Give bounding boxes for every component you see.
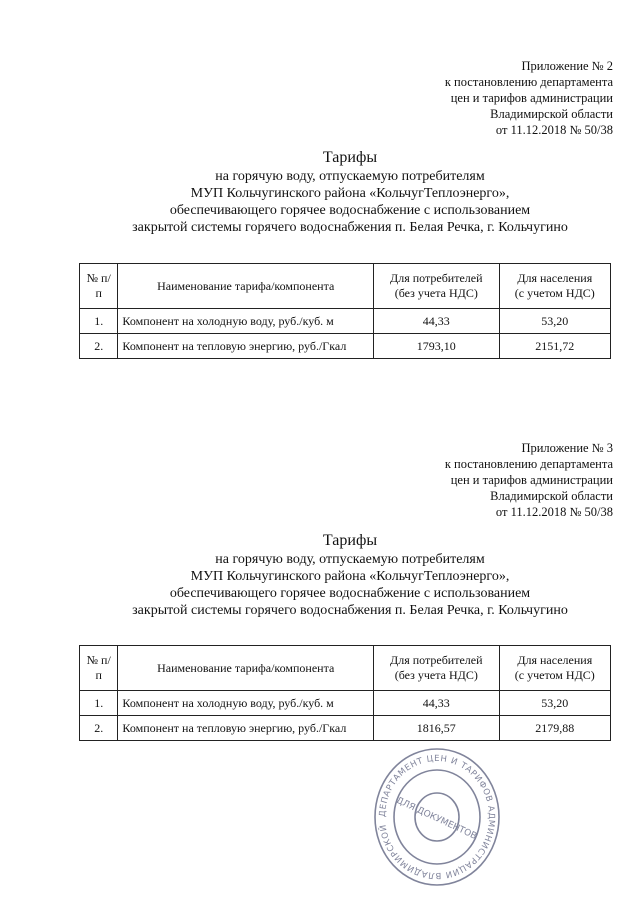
title-2-main: Тарифы — [322, 149, 378, 166]
row-population-value: 2151,72 — [499, 334, 610, 359]
row-num: 1. — [80, 691, 118, 716]
appendix-2-line: Приложение № 2 — [521, 59, 613, 73]
row-name: Компонент на холодную воду, руб./куб. м — [118, 691, 374, 716]
header-consumers — [374, 264, 500, 309]
official-stamp — [372, 745, 502, 890]
appendix-3-line: цен и тарифов администрации — [450, 473, 613, 487]
title-2-line: МУП Кольчугинского района «КольчугТеплоэнерго», — [190, 186, 510, 201]
row-consumers-value: 44,33 — [374, 309, 500, 334]
row-name: Компонент на холодную воду, руб./куб. м — [118, 309, 374, 334]
table-row — [80, 716, 611, 741]
title-2-line: обеспечивающего горячее водоснабжение с использованием — [169, 203, 531, 218]
header-population-line2: (с учетом НДС) — [514, 286, 595, 300]
appendix-2-line: Владимирской области — [490, 107, 613, 121]
table-row — [80, 309, 611, 334]
header-name: Наименование тарифа/компонента — [118, 264, 374, 309]
row-name: Компонент на тепловую энергию, руб./Гкал — [118, 334, 374, 359]
appendix-3-line: Владимирской области — [490, 489, 613, 503]
title-3-line: на горячую воду, отпускаемую потребителям — [215, 552, 485, 567]
row-num: 1. — [80, 309, 118, 334]
table-row — [80, 334, 611, 359]
header-consumers-line1: Для потребителей — [390, 653, 483, 667]
row-population-value: 53,20 — [499, 691, 610, 716]
tariff-table-3 — [79, 645, 611, 741]
table-row — [80, 691, 611, 716]
header-consumers-line1: Для потребителей — [390, 271, 483, 285]
appendix-2-line: к постановлению департамента — [444, 75, 613, 89]
row-population-value: 53,20 — [499, 309, 610, 334]
header-name: Наименование тарифа/компонента — [118, 646, 374, 691]
row-consumers-value: 1816,57 — [374, 716, 500, 741]
stamp-inner-text: ДЛЯ ДОКУМЕНТОВ — [394, 795, 479, 842]
tariff-table-2 — [79, 263, 611, 359]
table-header-row — [80, 646, 611, 691]
row-name: Компонент на тепловую энергию, руб./Гкал — [118, 716, 374, 741]
header-population — [499, 264, 610, 309]
row-num: 2. — [80, 716, 118, 741]
title-3-line: обеспечивающего горячее водоснабжение с использованием — [169, 586, 531, 601]
title-3-line: закрытой системы горячего водоснабжения п. Белая Речка, г. Кольчугино — [132, 603, 568, 618]
tariff-title-3 — [60, 531, 640, 619]
appendix-3-header — [445, 440, 613, 520]
title-3-main: Тарифы — [322, 532, 378, 549]
header-consumers — [374, 646, 500, 691]
appendix-3-line: Приложение № 3 — [521, 441, 613, 455]
row-population-value: 2179,88 — [499, 716, 610, 741]
appendix-2-header — [445, 58, 613, 138]
tariff-title-2 — [60, 148, 640, 236]
header-num: № п/п — [80, 264, 118, 309]
row-consumers-value: 44,33 — [374, 691, 500, 716]
title-2-line: закрытой системы горячего водоснабжения п. Белая Речка, г. Кольчугино — [132, 220, 568, 235]
header-consumers-line2: (без учета НДС) — [394, 668, 478, 682]
header-population-line1: Для населения — [517, 653, 593, 667]
header-population-line1: Для населения — [517, 271, 593, 285]
stamp-outer-text: ДЕПАРТАМЕНТ ЦЕН И ТАРИФОВ АДМИНИСТРАЦИИ ВЛАДИМИРСКОЙ — [377, 753, 497, 881]
header-consumers-line2: (без учета НДС) — [394, 286, 478, 300]
appendix-2-line: от 11.12.2018 № 50/38 — [495, 123, 613, 137]
appendix-3-line: от 11.12.2018 № 50/38 — [495, 505, 613, 519]
table-header-row — [80, 264, 611, 309]
row-num: 2. — [80, 334, 118, 359]
header-num: № п/п — [80, 646, 118, 691]
header-population — [499, 646, 610, 691]
header-population-line2: (с учетом НДС) — [514, 668, 595, 682]
stamp-seal-icon — [372, 745, 502, 890]
appendix-2-line: цен и тарифов администрации — [450, 91, 613, 105]
row-consumers-value: 1793,10 — [374, 334, 500, 359]
appendix-3-line: к постановлению департамента — [444, 457, 613, 471]
title-2-line: на горячую воду, отпускаемую потребителям — [215, 169, 485, 184]
title-3-line: МУП Кольчугинского района «КольчугТеплоэнерго», — [190, 569, 510, 584]
